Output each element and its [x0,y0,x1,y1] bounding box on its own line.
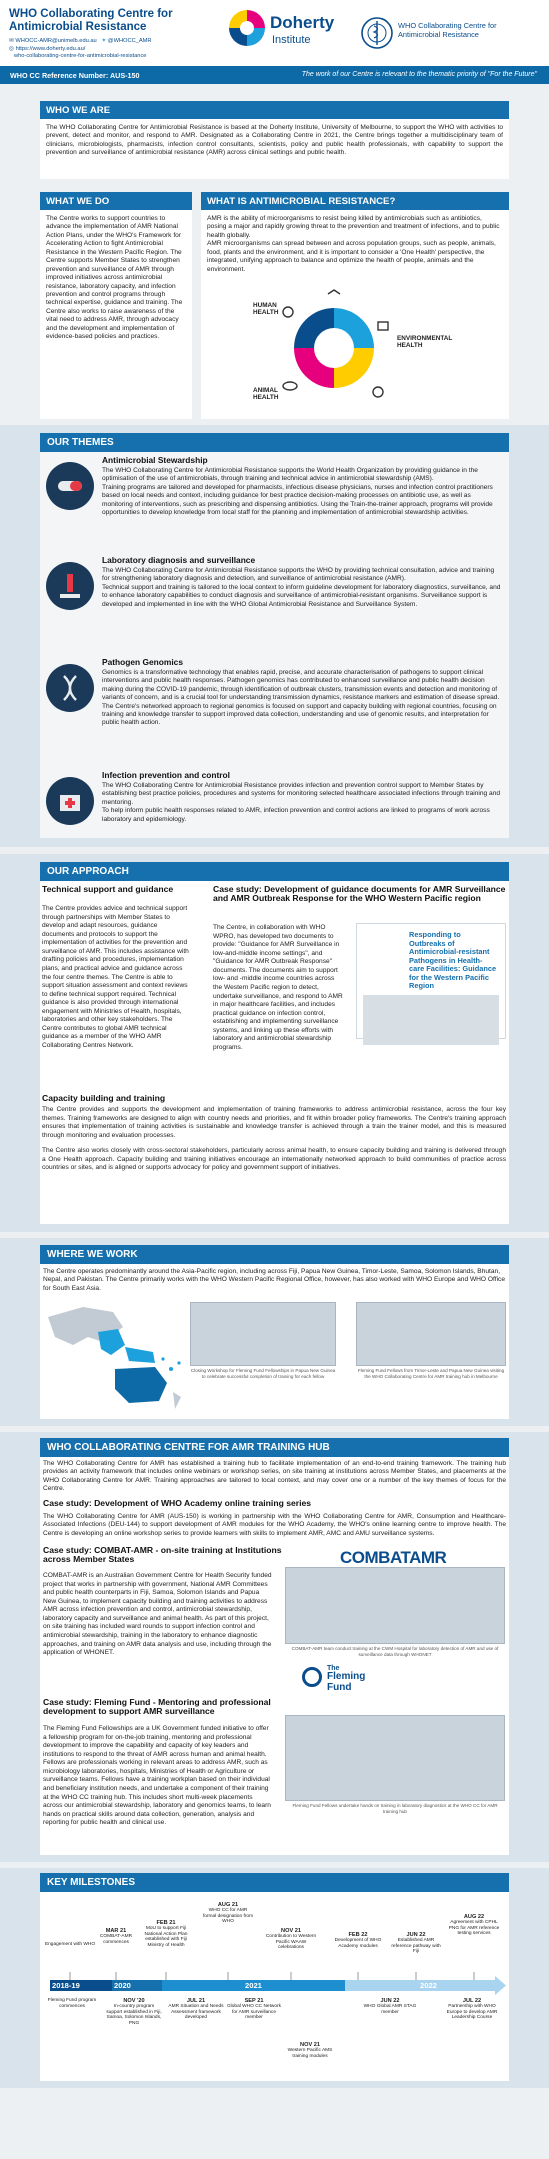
section-heading: OUR APPROACH [40,862,509,881]
milestone-bottom: Fleming Fund program commences [47,1998,97,2009]
milestone-top: AUG 21 WHO CC for AMR formal designation from WHO [202,1902,254,1925]
dna-icon [46,664,94,712]
what-we-do-text: The Centre works to support countries to advance the implementation of AMR National Action Plans, under the WHO's Framework for Accelerating Action to fight Antimicrobial Resistance in the Western Pacific Region. The Centre supports Member States to strengthen prevention and surveillance of AMR through improved initiatives across antimicrobial resistance, laboratory capacity, and infection prevention and control programs through technical expertise, guidance and training. The Centre also works to raise awareness of the vital need to address AMR, through advocacy and the development and implementation of evidence-based policies and practices. [46,215,183,341]
milestone-bottom: JUN 22 WHO Global AMR STAG member [363,1998,417,2015]
label-environmental-health: ENVIRONMENTAL HEALTH [397,335,453,350]
title-line-1: WHO Collaborating Centre for [9,8,173,20]
theme-item [102,770,502,824]
who-logo-text: WHO Collaborating Centre for Antimicrobial Resistance [398,21,497,40]
approach-panel [40,881,509,1224]
theme-description: The WHO Collaborating Centre for Antimicrobial Resistance provides infection and prevention control support to Member States by establishing best practice policies, procedures and systems for monitoring selected healthcare associated infections through training and mentoring. To help inform public health responses related to AMR, infection prevention and control actions are linked to programs of work across laboratory and epidemiology. [102,781,501,823]
doherty-logo-text: Doherty [270,13,335,32]
theme-title: Infection prevention and control [102,770,230,780]
section-heading: WHO COLLABORATING CENTRE FOR AMR TRAINING HUB [40,1438,509,1457]
hub-intro-text: The WHO Collaborating Centre for AMR has established a training hub to facilitate implementation of an end-to-end training framework. The training hub provides an activity framework that includes online webinars or workshop series, on site training at institutions across Member States, and placements at the WHO Collaborating Centre for AMR. Training approaches are tailored to local context, and may cover one or a number of the key themes of focus for the Centre. [43,1460,506,1493]
milestone-top: NOV 21 Contribution to Western Pacific WAAW celebrations [265,1928,317,1951]
combat-case-text: COMBAT-AMR is an Australian Government Centre for Health Security funded project that works in partnership with government, National AMR Committees and public health counterparts in Fiji, Samoa, Solomon Islands and Papua New Guinea, to implement capacity building and training activities to address AMR across infection prevention and control, antimicrobial stewardship, laboratory capacity and surveillance and animal health. As part of this project, on site training has included ward rounds to support infection control and antimicrobial stewardship, training in the laboratory to enhance diagnostic approaches, and training on AMR data analysis and use, including through the application of WHONET. [43,1572,272,1657]
timeline-arrowhead [495,1976,506,1995]
case-study-guidance-text: The Centre, in collaboration with WHO WPRO, has developed two documents to provide: "Guidance for AMR Surveillance in low-and-middle income settings", and "Guidance for AMR Outbreak Response" documents. The documents aim to support low- and -middle income countries across the Western Pacific region to detect, undertake surveillance, and respond to AMR in major healthcare facilities, and includes practical guidance on infection control, establishing and implementing surveillance systems, and linking up these efforts with laboratory and antimicrobial stewardship programs. [213,924,343,1051]
one-health-text: AMR microorganisms can spread between and across population groups, such as people, animals, food, plants and the environment, and it is important to consider a 'One Health' perspective, the integrated, unifying approach to balance and optimize the health of people, animals and the environment. [207,240,496,273]
doherty-logo-sub: Institute [272,34,311,46]
email-icon: ✉ [9,38,14,44]
section-heading: WHO WE ARE [40,101,509,119]
milestones-panel [40,1892,509,2081]
theme-title: Antimicrobial Stewardship [102,455,208,465]
milestone-top: MAR 21 COMBAT-AMR commences [99,1928,133,1945]
title-line-2: Antimicrobial Resistance [9,21,147,34]
theme-title: Laboratory diagnosis and surveillance [102,555,256,565]
capsule-icon [46,462,94,510]
combat-case-title: Case study: COMBAT-AMR - on-site training at Institutions across Member States [43,1545,282,1565]
theme-description: The WHO Collaborating Centre for Antimicrobial Resistance supports the World Health Organization by providing guidance in the optimisation of the use of antimicrobials, through training and technical advice in antimicrobial stewardship (AMS). Training programs are tailored and developed for pharmacists, infectious disease physicians, nurses and infection control practitioners based on local needs and context, including guidance for best practice decision-making processes on antibiotic use, as well as monitoring of interventions, such as prescribing and dispensing antibiotics. Using the Train-the-trainer approach, programs will provide opportunities to develop knowledge from local staff for the planning and implementation of antimicrobial stewardship activities. [102,466,493,516]
globe-icon: ◎ [9,46,14,52]
amr-definition: AMR is the ability of microorganisms to resist being killed by antimicrobials such as antibiotics, posing a major and rapidly growing threat to the prevention and treatment of infections, and to public health globally. [207,215,500,239]
doherty-logo-icon [227,8,267,48]
capacity-building-text: The Centre provides and supports the development and implementation of training frameworks to address antimicrobial resistance, across the four key themes. Training frameworks are designed to align with country needs and priorities, and fit within broader policy frameworks. The Centre's training approach ensures that implementation of training activities is sustainable and knowledge transfer is achieved through a train the trainer model, and this is measured through monitoring and evaluation processes. The Centre also works closely with cross-sectoral stakeholders, particularly across animal health, to ensure capacity building and training is delivered through a One Health approach. Capacity building and training initiatives encourage an internationally networked approach to build communities of practice across countries or sites, and is aligned or supports advocacy for policy and government support of initiatives. [42,1106,506,1172]
fleming-fund-logo-icon [302,1667,322,1687]
timeline [40,1892,509,2081]
reference-bar [0,66,549,84]
twitter-link[interactable]: @WHOCC_AMR [107,38,152,44]
label-human-health: HUMAN HEALTH [253,302,279,317]
milestone-top: FEB 22 Development of WHO Academy modules [334,1932,382,1949]
map-se-asia [98,1329,125,1355]
web-link-2[interactable]: who-collaborating-centre-for-antimicrobial-resistance [14,53,147,59]
milestone-bottom: NOV 21 Western Pacific AMS training modules [287,2042,333,2059]
section-heading: KEY MILESTONES [40,1873,509,1892]
section-heading: OUR THEMES [40,433,509,452]
milestone-top: AUG 22 Agreement with CPHL PNG for AMR reference testing services [448,1914,500,1937]
label-animal-health: ANIMAL HEALTH [253,387,279,402]
section-heading: WHAT IS ANTIMICROBIAL RESISTANCE? [201,192,509,210]
milestone-bottom: SEP 21 Global WHO CC Network for AMR surveillance member [226,1998,282,2021]
hub-panel [40,1457,509,1855]
milestone-top: Engagement with WHO [44,1942,96,1947]
academy-case-title: Case study: Development of WHO Academy online training series [43,1498,312,1508]
photo-fellows-melbourne [356,1302,506,1366]
photo-png-workshop [190,1302,336,1366]
asia-pacific-map [43,1297,188,1417]
microscope-icon [46,562,94,610]
milestone-bottom: NOV '20 In-country program support established in Fiji, Samoa, Solomon Islands, PNG [106,1998,162,2026]
photo-combat-training [285,1567,505,1644]
guidance-document-cover [356,923,506,1039]
tree-icon [378,322,388,330]
theme-item [102,657,502,728]
theme-item [102,555,502,609]
section-heading: WHERE WE WORK [40,1245,509,1264]
fleming-case-text: The Fleming Fund Fellowships are a UK Government funded initiative to offer a fellowship program for on-the-job training, mentoring and professional development to improve the capability and capacity of key leaders and institutions to respond to the threat of AMR across human and animal health. Fellows are professionals working in relevant areas to address AMR, such as microbiology laboratories, hospitals, Ministries of Health or Agriculture or surveillance teams. Fellows have a training workplan based on their individual and beneficiary institution needs, and undertake a component of their training at the WHO CC training hub. This includes short multi-week placements across our antimicrobial stewardship, laboratory and genomics teams, to learn hands on practical skills around data collection, generation, analysis and reporting for public health and clinical use. [43,1725,271,1827]
tech-support-title: Technical support and guidance [42,884,174,894]
what-is-amr-panel [201,192,509,419]
section-heading: WHAT WE DO [40,192,192,210]
academy-case-text: The WHO Collaborating Centre for AMR (AUS-150) is working in partnership with the WHO Collaborating Centre for AMR, Consumption and Healthcare-Associated Infections (DEU-144) to support development of AMR modules for the WHO Academy, the WHO's online learning centre to improve health. The Centre is developing an online workshop series to provide learners with skills to implement AMR, AMC and AMU surveillance systems. [43,1513,506,1537]
theme-title: Pathogen Genomics [102,657,183,667]
map-indonesia-png [125,1347,155,1363]
timeline-year: 2021 [245,1981,262,1990]
photo-fleming-lab [285,1715,505,1801]
hospital-icon [46,777,94,825]
fleming-fund-logo: The Fleming Fund [327,1665,366,1693]
map-samoa [177,1361,180,1364]
map-new-zealand [173,1392,181,1409]
fleming-photo-caption: Fleming Fund Fellows undertake hands on training in laboratory diagnostics at the WHO CC for AMR training hub [292,1803,498,1814]
milestone-top: FEB 21 MoU to support Fiji National Action Plan established with Fiji Ministry of Health [144,1920,188,1948]
reference-number: WHO CC Reference Number: AUS-150 [10,71,140,80]
email-link[interactable]: WHOCC-AMR@unimelb.edu.au [15,38,97,44]
timeline-year: 2018-19 [52,1981,80,1990]
photo-caption-2: Fleming Fund Fellows from Timor-Leste and Papua New Guinea visiting the WHO Collaborating Centre for AMR training hub in Melbourne [357,1368,505,1379]
tech-support-text: The Centre provides advice and technical support through partnerships with Member States to develop and adapt resources, guidance documents and protocols to support the implementation of activities for the prevention and surveillance of AMR. This includes assistance with drafting policies and procedures, implementation plans, and practical advice and guidance across the four centre themes. The Centre is able to support situation assessment and context reviews to define technical support required. Technical guidance is also provided through international engagement with Ministries of Health, hospitals, laboratories and other key stakeholders. The Centre contributes to global AMR technical guidance as a member of the WHO AMR Collaborating Centres Network. [42,905,189,1049]
where-text: The Centre operates predominantly around the Asia-Pacific region, including across Fiji, Papua New Guinea, Timor-Leste, Samoa, Solomon Islands, Bhutan, Nepal, and Pakistan. The Centre primarily works with the WHO Western Pacific Regional Office, however, has also worked with WHO Europe and WHO Office for South East Asia. [43,1268,505,1292]
who-we-are-panel [40,101,509,179]
twitter-icon: ✦ [101,38,107,44]
house-icon [328,290,340,294]
where-panel [40,1264,509,1419]
bird-icon [373,387,383,397]
combat-amr-logo: COMBATAMR [340,1548,447,1567]
thematic-tagline: The work of our Centre is relevant to the thematic priority of "For the Future" [301,71,537,78]
theme-description: Genomics is a transformative technology that enables rapid, precise, and accurate characterisation of pathogens to support clinical interventions and public health responses. Pathogen genomics has contributed to enhanced surveillance and public health decision making during the COVID-19 pandemic, through identification of outbreak clusters, transmission events and detection and monitoring of variants of concern, and is a crucial tool for understanding transmission dynamics, resistance markers and estimation of disease spread. The Centre's networked approach to regional genomics is focused on support and capacity building with regional countries, focusing on training and knowledge transfer to support improved data collection, understanding and use of genomic results, and interpretation for public health action. [102,668,500,727]
map-solomon-islands [161,1357,164,1360]
document-cover-title: Responding to Outbreaks of Antimicrobial-resistant Pathogens in Health-care Facilities: Guidance for the Western Pacific Region [409,930,497,991]
capacity-building-title: Capacity building and training [42,1093,166,1103]
milestone-bottom: JUL 22 Partnership with WHO Europe to develop AMR Leadership Course [446,1998,498,2021]
contact-row [9,38,152,45]
photo-caption-1: Closing Workshop for Fleming Fund Fellowships in Papua New Guinea to celebrate successful completion of training for each fellow [190,1368,336,1379]
timeline-year: 2020 [114,1981,131,1990]
theme-item [102,455,502,517]
who-emblem-icon [360,16,394,50]
who-we-are-text: The WHO Collaborating Centre for Antimicrobial Resistance is based at the Doherty Institute, University of Melbourne, to support the WHO with activities to prevent, detect and monitor, and respond to AMR. Designated as a Collaborating Centre in 2021, the Centre brings together a multidisciplinary team of clinicians, microbiologists, pharmacists, infection control consultants, scientists, policy and public health professionals, with capability to support the prevention and surveillance of antimicrobial resistance (AMR) across clinical settings and public health. [46,124,503,157]
page-title [9,8,209,34]
fleming-case-title: Case study: Fleming Fund - Mentoring and professional development to support AMR surveillance [43,1697,271,1717]
theme-description: The WHO Collaborating Centre for Antimicrobial Resistance supports the WHO by providing technical consultation, advice and training for strengthening laboratory diagnosis and detection, and surveillance of antimicrobial resistance (AMR). Technical support and training is tailored to the local context to inform guideline development for laboratory diagnostics, surveillance, and to enhance laboratory capabilities to conduct diagnosis and surveillance of antimicrobial-resistant organisms. Surveillance support is developed and implemented in line with the WHO Global Antimicrobial Resistance and Surveillance System. [102,566,501,608]
timeline-arrow [40,1892,509,2081]
what-we-do-panel [40,192,192,419]
web-link[interactable]: ◎ https://www.doherty.edu.au/ [9,46,86,52]
combat-photo-caption: COMBAT-AMR team conduct training at the CWM Hospital for laboratory detection of AMR and use of surveillance data through WHONET [291,1646,499,1657]
timeline-year: 2022 [420,1981,437,1990]
case-study-guidance-title: Case study: Development of guidance documents for AMR Surveillance and AMR Outbreak Response for the WHO Western Pacific region [213,884,506,904]
map-australia [115,1367,167,1403]
themes-panel [40,452,509,838]
map-fiji [169,1367,173,1371]
milestone-top: JUN 22 Established AMR reference pathway with Fiji [391,1932,441,1955]
document-cover-photo [363,995,499,1045]
milestone-bottom: JUL 21 AMR Situation and Needs Assessment framework developed [168,1998,224,2021]
